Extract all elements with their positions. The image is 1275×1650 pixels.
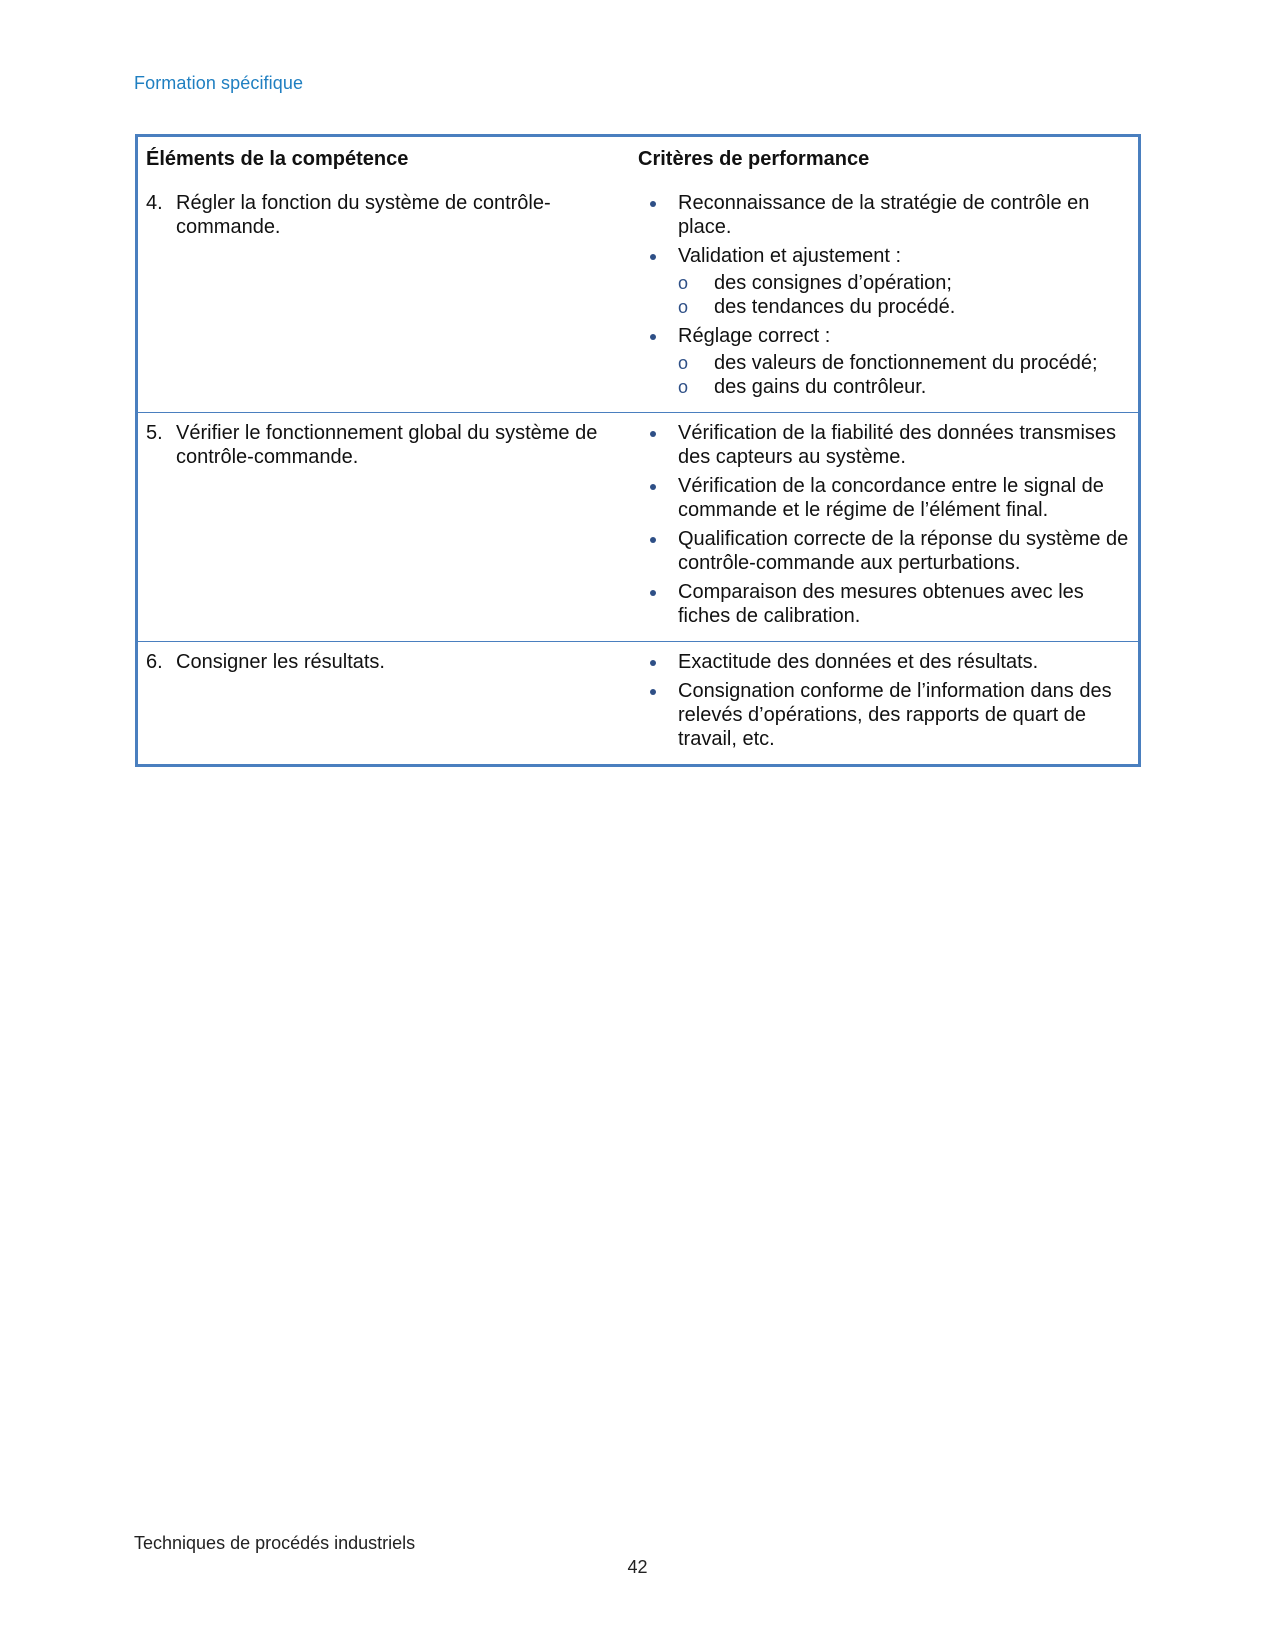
circle-bullet-icon: o: [678, 353, 689, 373]
criteria-item: [638, 324, 1130, 399]
criteria-item: [638, 650, 1130, 674]
element-text: Vérifier le fonctionnement global du système de contrôle-commande.: [176, 422, 598, 468]
criteria-list: [638, 191, 1130, 399]
table-body: [138, 183, 1138, 764]
sub-criteria-item: [678, 375, 1130, 399]
competence-table: [135, 134, 1141, 767]
bullet-icon: [638, 580, 678, 628]
criteria-text: Qualification correcte de la réponse du système de contrôle-commande aux perturbations.: [678, 528, 1129, 574]
criteria-body: [678, 527, 1130, 575]
table-row: [138, 412, 1138, 641]
criteria-body: [678, 679, 1130, 751]
bullet-icon: [638, 474, 678, 522]
table-row: [138, 183, 1138, 412]
circle-bullet-icon: o: [678, 297, 689, 317]
element-item: [146, 650, 630, 674]
sub-criteria-text: des consignes d’opération;: [714, 272, 952, 294]
element-item: [146, 191, 630, 239]
running-header: Formation spécifique: [134, 73, 304, 93]
criteria-body: [678, 580, 1130, 628]
criteria-text: Validation et ajustement :: [678, 245, 902, 267]
criteria-body: [678, 650, 1130, 674]
criteria-cell: [638, 183, 1138, 412]
criteria-text: Réglage correct :: [678, 325, 831, 347]
criteria-item: [638, 527, 1130, 575]
criteria-text: Reconnaissance de la stratégie de contrôle en place.: [678, 192, 1090, 238]
criteria-cell: [638, 413, 1138, 641]
bullet-icon: [638, 191, 678, 239]
sub-criteria-list: [678, 351, 1130, 399]
circle-bullet-icon: o: [678, 377, 689, 397]
bullet-icon: [638, 421, 678, 469]
sub-criteria-text: des valeurs de fonctionnement du procédé;: [714, 352, 1098, 374]
sub-criteria-item: [678, 351, 1130, 375]
element-text: Régler la fonction du système de contrôle-commande.: [176, 192, 551, 238]
bullet-icon: [638, 324, 678, 399]
criteria-item: [638, 580, 1130, 628]
table-header-row: [138, 137, 1138, 183]
criteria-cell: [638, 642, 1138, 764]
criteria-text: Comparaison des mesures obtenues avec les fiches de calibration.: [678, 581, 1084, 627]
criteria-body: [678, 324, 1130, 399]
sub-criteria-item: [678, 271, 1130, 295]
criteria-item: [638, 191, 1130, 239]
criteria-body: [678, 421, 1130, 469]
element-cell: [138, 183, 638, 412]
element-number: 4.: [146, 192, 163, 214]
criteria-text: Consignation conforme de l’information dans des relevés d’opérations, des rapports de quart de travail, etc.: [678, 680, 1112, 750]
column-header-elements: Éléments de la compétence: [146, 148, 409, 170]
element-number: 6.: [146, 651, 163, 673]
page-number: 42: [627, 1557, 648, 1577]
element-cell: [138, 413, 638, 641]
bullet-icon: [638, 679, 678, 751]
bullet-icon: [638, 650, 678, 674]
criteria-item: [638, 421, 1130, 469]
sub-criteria-list: [678, 271, 1130, 319]
criteria-list: [638, 650, 1130, 751]
criteria-item: [638, 244, 1130, 319]
sub-criteria-text: des tendances du procédé.: [714, 296, 956, 318]
criteria-body: [678, 244, 1130, 319]
table-row: [138, 641, 1138, 764]
sub-criteria-text: des gains du contrôleur.: [714, 376, 927, 398]
criteria-item: [638, 679, 1130, 751]
criteria-body: [678, 191, 1130, 239]
bullet-icon: [638, 527, 678, 575]
criteria-text: Exactitude des données et des résultats.: [678, 651, 1039, 673]
sub-criteria-item: [678, 295, 1130, 319]
column-header-criteria: Critères de performance: [638, 148, 870, 170]
criteria-list: [638, 421, 1130, 628]
element-cell: [138, 642, 638, 764]
criteria-text: Vérification de la concordance entre le signal de commande et le régime de l’élément final.: [678, 475, 1104, 521]
element-item: [146, 421, 630, 469]
criteria-item: [638, 474, 1130, 522]
element-text: Consigner les résultats.: [176, 651, 385, 673]
criteria-text: Vérification de la fiabilité des données transmises des capteurs au système.: [678, 422, 1117, 468]
circle-bullet-icon: o: [678, 273, 689, 293]
bullet-icon: [638, 244, 678, 319]
footer-title: Techniques de procédés industriels: [134, 1533, 416, 1553]
element-number: 5.: [146, 422, 163, 444]
criteria-body: [678, 474, 1130, 522]
